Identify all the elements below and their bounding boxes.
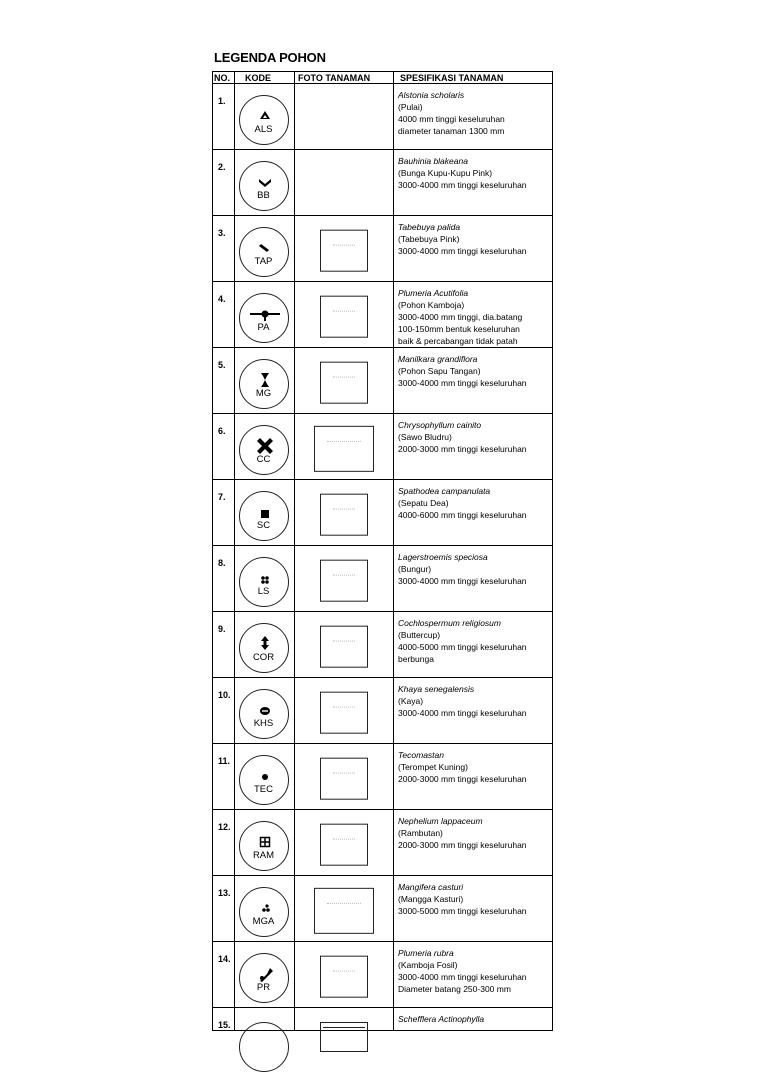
spec-line: (Bunga Kupu-Kupu Pink) — [398, 168, 493, 178]
spec-line: (Pohon Sapu Tangan) — [398, 366, 481, 376]
quad-dots-icon — [240, 558, 290, 608]
tree-code: LS — [257, 585, 270, 597]
spec-line: 2000-3000 mm tinggi keseluruhan — [398, 444, 527, 454]
tree-code: KHS — [253, 717, 274, 729]
spec-line: 3000-4000 mm tinggi keseluruhan — [398, 180, 527, 190]
spec-line: 100-150mm bentuk keseluruhan — [398, 324, 520, 334]
photo-placeholder — [320, 691, 368, 733]
spec-cell — [394, 414, 553, 480]
photo-cell — [295, 150, 394, 216]
code-cell — [235, 942, 295, 1008]
table-row — [213, 414, 553, 480]
code-cell — [235, 282, 295, 348]
spec-line: baik & percabangan tidak patah — [398, 336, 518, 346]
square-icon — [240, 492, 290, 542]
photo-cell — [295, 216, 394, 282]
spec-line: 3000-4000 mm tinggi keseluruhan — [398, 972, 527, 982]
table-row — [213, 84, 553, 150]
species-name: Alstonia scholaris — [398, 90, 465, 100]
spec-line: (Mangga Kasturi) — [398, 894, 464, 904]
spec-cell — [394, 84, 553, 150]
table-row — [213, 612, 553, 678]
tree-code: COR — [252, 651, 275, 663]
tree-code: PA — [257, 321, 270, 333]
spec-cell — [394, 876, 553, 942]
code-cell — [235, 1008, 295, 1031]
dot-icon — [240, 756, 290, 806]
spec-cell — [394, 150, 553, 216]
species-name: Spathodea campanulata — [398, 486, 491, 496]
double-arrow-icon — [240, 624, 290, 674]
row-number: 7. — [213, 480, 235, 546]
photo-placeholder — [320, 955, 368, 997]
spec-line: berbunga — [398, 654, 434, 664]
tree-symbol — [239, 95, 289, 145]
photo-placeholder — [314, 425, 374, 471]
tree-symbol — [239, 953, 289, 1003]
tree-symbol — [239, 1022, 289, 1072]
species-name: Bauhinia blakeana — [398, 156, 468, 166]
code-cell — [235, 876, 295, 942]
row-number: 6. — [213, 414, 235, 480]
row-number: 15. — [213, 1008, 235, 1031]
x-cross-icon — [240, 426, 290, 476]
tree-code: TAP — [254, 255, 273, 267]
tree-symbol — [239, 689, 289, 739]
photo-cell — [295, 348, 394, 414]
spec-line: (Sawo Bludru) — [398, 432, 452, 442]
tree-symbol — [239, 557, 289, 607]
row-number: 8. — [213, 546, 235, 612]
species-name: Mangifera casturi — [398, 882, 464, 892]
spec-line: 4000-5000 mm tinggi keseluruhan — [398, 642, 527, 652]
species-name: Plumeria rubra — [398, 948, 454, 958]
table-row — [213, 348, 553, 414]
photo-cell — [295, 414, 394, 480]
spec-line: (Terompet Kuning) — [398, 762, 468, 772]
bar-dot-icon — [240, 294, 290, 344]
spec-line: 3000-4000 mm tinggi, dia.batang — [398, 312, 523, 322]
tree-code: ALS — [254, 123, 273, 135]
code-cell — [235, 150, 295, 216]
tree-symbol — [239, 359, 289, 409]
tree-symbol — [239, 425, 289, 475]
species-name: Khaya senegalensis — [398, 684, 475, 694]
table-row — [213, 282, 553, 348]
photo-cell — [295, 942, 394, 1008]
spec-line: 2000-3000 mm tinggi keseluruhan — [398, 774, 527, 784]
tree-symbol — [239, 293, 289, 343]
row-number: 4. — [213, 282, 235, 348]
header-spesifikasi: SPESIFIKASI TANAMAN — [394, 72, 553, 84]
tree-symbol — [239, 887, 289, 937]
spec-line: (Tabebuya Pink) — [398, 234, 460, 244]
header-no: NO. — [213, 72, 235, 84]
photo-placeholder — [320, 361, 368, 403]
photo-cell — [295, 744, 394, 810]
tree-symbol — [239, 161, 289, 211]
code-cell — [235, 216, 295, 282]
code-cell — [235, 546, 295, 612]
table-row — [213, 678, 553, 744]
photo-cell — [295, 810, 394, 876]
spec-line: 3000-4000 mm tinggi keseluruhan — [398, 246, 527, 256]
photo-placeholder — [320, 559, 368, 601]
spec-line: (Rambutan) — [398, 828, 443, 838]
code-cell — [235, 810, 295, 876]
table-row — [213, 1008, 553, 1031]
tree-symbol — [239, 491, 289, 541]
photo-cell — [295, 480, 394, 546]
row-number: 13. — [213, 876, 235, 942]
photo-placeholder — [320, 229, 368, 271]
spec-line: diameter tanaman 1300 mm — [398, 126, 505, 136]
tree-symbol — [239, 623, 289, 673]
tree-code: MG — [255, 387, 272, 399]
spec-line: 3000-4000 mm tinggi keseluruhan — [398, 576, 527, 586]
table-row — [213, 216, 553, 282]
tree-code: RAM — [252, 849, 275, 861]
photo-placeholder — [320, 493, 368, 535]
tree-symbol — [239, 755, 289, 805]
spec-line: 4000-6000 mm tinggi keseluruhan — [398, 510, 527, 520]
spec-line: (Sepatu Dea) — [398, 498, 449, 508]
row-number: 9. — [213, 612, 235, 678]
header-foto: FOTO TANAMAN — [295, 72, 394, 84]
table-row — [213, 546, 553, 612]
spec-cell — [394, 744, 553, 810]
spec-line: 3000-4000 mm tinggi keseluruhan — [398, 378, 527, 388]
photo-placeholder — [320, 625, 368, 667]
photo-cell — [295, 678, 394, 744]
code-cell — [235, 744, 295, 810]
row-number: 2. — [213, 150, 235, 216]
table-row — [213, 150, 553, 216]
tree-code: CC — [256, 453, 271, 465]
tree-code: PR — [256, 981, 271, 993]
species-name: Manilkara grandiflora — [398, 354, 478, 364]
spec-cell — [394, 348, 553, 414]
photo-placeholder — [320, 823, 368, 865]
oval-icon — [240, 690, 290, 740]
photo-cell — [295, 282, 394, 348]
spec-cell — [394, 810, 553, 876]
hourglass-icon — [240, 360, 290, 410]
spec-line: 4000 mm tinggi keseluruhan — [398, 114, 505, 124]
tree-code: TEC — [254, 783, 273, 795]
row-number: 14. — [213, 942, 235, 1008]
row-number: 1. — [213, 84, 235, 150]
tree-symbol — [239, 227, 289, 277]
spec-cell — [394, 612, 553, 678]
code-cell — [235, 84, 295, 150]
tree-code: SC — [256, 519, 271, 531]
species-name: Tabebuya palida — [398, 222, 461, 232]
table-row — [213, 876, 553, 942]
code-cell — [235, 414, 295, 480]
code-cell — [235, 612, 295, 678]
species-name: Tecomastan — [398, 750, 444, 760]
table-row — [213, 810, 553, 876]
legend-title: LEGENDA POHON — [214, 50, 326, 65]
cluster-icon — [240, 888, 290, 938]
legend-table — [212, 71, 553, 1031]
spec-cell — [394, 546, 553, 612]
spec-line: 2000-3000 mm tinggi keseluruhan — [398, 840, 527, 850]
photo-cell — [295, 612, 394, 678]
species-name: Chrysophyllum cainito — [398, 420, 482, 430]
leaf-icon — [240, 954, 290, 1004]
photo-placeholder — [320, 1022, 368, 1052]
spec-line: (Buttercup) — [398, 630, 441, 640]
photo-cell — [295, 1008, 394, 1031]
code-cell — [235, 678, 295, 744]
spec-line: 3000-4000 mm tinggi keseluruhan — [398, 708, 527, 718]
spec-cell — [394, 282, 553, 348]
species-name: Plumeria Acutifolia — [398, 288, 469, 298]
species-name: Cochlospermum religiosum — [398, 618, 501, 628]
spec-cell — [394, 942, 553, 1008]
table-row — [213, 480, 553, 546]
table-row — [213, 744, 553, 810]
header-kode: KODE — [235, 72, 295, 84]
row-number: 11. — [213, 744, 235, 810]
spec-cell — [394, 1008, 553, 1031]
code-cell — [235, 480, 295, 546]
row-number: 3. — [213, 216, 235, 282]
species-name: Schefflera Actinophylla — [398, 1014, 485, 1024]
species-name: Lagerstroemis speciosa — [398, 552, 488, 562]
row-number: 5. — [213, 348, 235, 414]
row-number: 10. — [213, 678, 235, 744]
chevron-down-icon — [240, 162, 290, 212]
slash-icon — [240, 228, 290, 278]
spec-line: (Kaya) — [398, 696, 424, 706]
photo-cell — [295, 876, 394, 942]
photo-cell — [295, 546, 394, 612]
header-row — [213, 72, 553, 84]
row-number: 12. — [213, 810, 235, 876]
photo-cell — [295, 84, 394, 150]
spec-line: (Kamboja Fosil) — [398, 960, 458, 970]
table-row — [213, 942, 553, 1008]
spec-line: (Bungur) — [398, 564, 432, 574]
spec-line: (Pulai) — [398, 102, 423, 112]
photo-placeholder — [314, 887, 374, 933]
spec-cell — [394, 678, 553, 744]
grid-square-icon — [240, 822, 290, 872]
tree-symbol — [239, 821, 289, 871]
photo-placeholder — [320, 757, 368, 799]
tree-code: BB — [257, 189, 270, 201]
photo-placeholder — [320, 295, 368, 337]
tree-code: MGA — [252, 915, 275, 927]
triangle-icon — [240, 96, 290, 146]
spec-line: Diameter batang 250-300 mm — [398, 984, 511, 994]
spec-line: 3000-5000 mm tinggi keseluruhan — [398, 906, 527, 916]
spec-line: (Pohon Kamboja) — [398, 300, 465, 310]
spec-cell — [394, 216, 553, 282]
spec-cell — [394, 480, 553, 546]
code-cell — [235, 348, 295, 414]
species-name: Nephelium lappaceum — [398, 816, 483, 826]
